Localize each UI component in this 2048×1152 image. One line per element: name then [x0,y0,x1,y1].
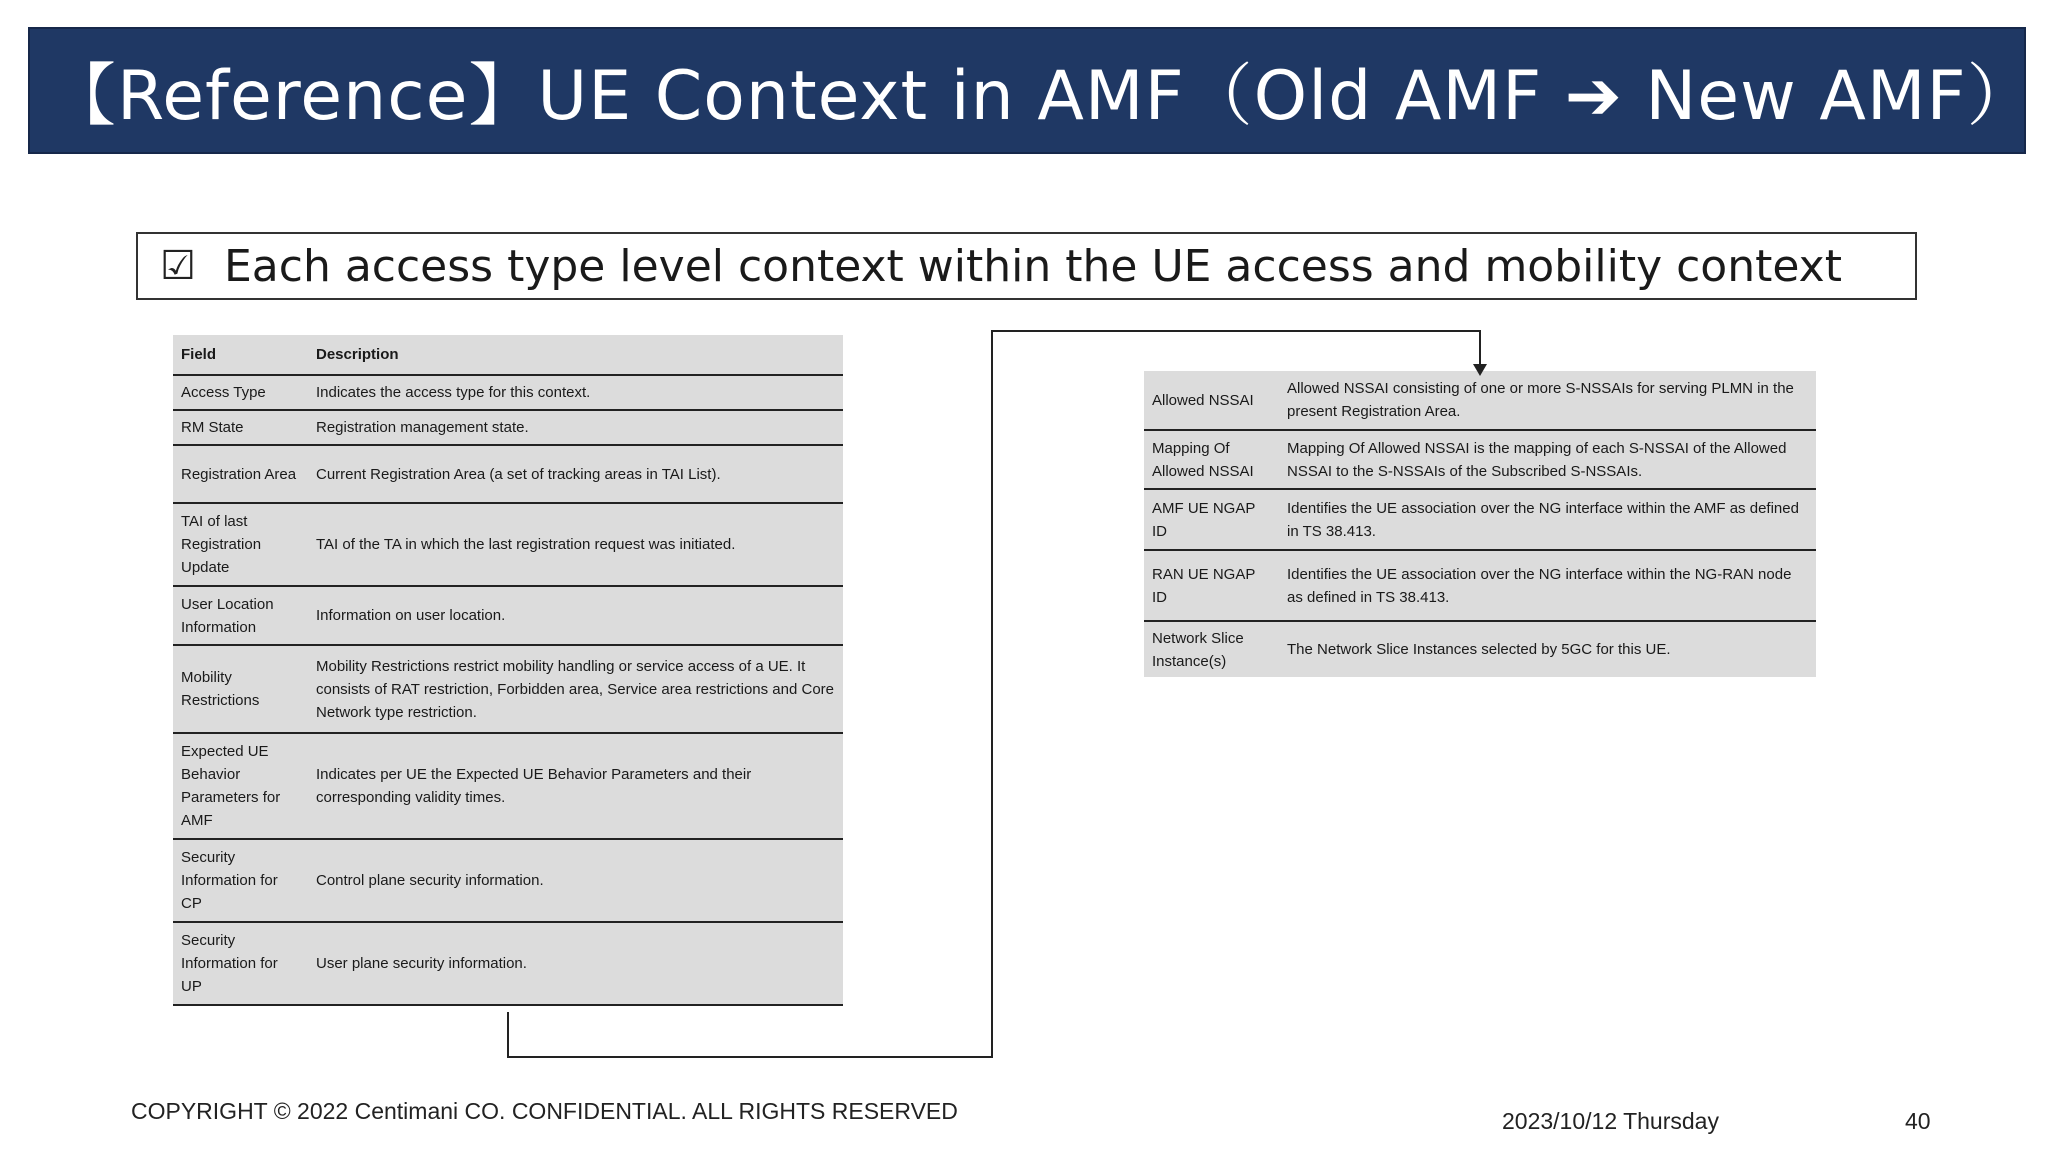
field-cell: AMF UE NGAP ID [1144,489,1279,550]
table-row [1144,430,1816,489]
field-cell: Registration Area [173,445,308,503]
description-cell: TAI of the TA in which the last registration request was initiated. [308,503,843,586]
table-row [173,503,843,586]
table-row [173,733,843,839]
description-cell: Indicates per UE the Expected UE Behavior Parameters and their corresponding validity times. [308,733,843,839]
description-cell: Information on user location. [308,586,843,645]
table-row [1144,550,1816,621]
description-cell: Indicates the access type for this context. [308,375,843,410]
description-cell: Mobility Restrictions restrict mobility handling or service access of a UE. It consists of RAT restriction, Forbidden area, Service area restrictions and Core Network type restriction. [308,645,843,733]
continued-context-table [1144,371,1816,677]
table-row [173,839,843,922]
table-row [173,586,843,645]
title-bar [28,27,2036,154]
subtitle-box [136,232,1917,300]
field-cell: Security Information for CP [173,839,308,922]
table-row [1144,489,1816,550]
field-cell: Allowed NSSAI [1144,371,1279,430]
description-cell: Identifies the UE association over the NG interface within the NG-RAN node as defined in TS 38.413. [1279,550,1816,621]
description-cell: Allowed NSSAI consisting of one or more S-NSSAIs for serving PLMN in the present Registration Area. [1279,371,1816,430]
table-row [173,922,843,1005]
table-row [1144,371,1816,430]
field-cell: Security Information for UP [173,922,308,1005]
field-cell: Expected UE Behavior Parameters for AMF [173,733,308,839]
header-field: Field [173,335,308,375]
field-cell: Mapping Of Allowed NSSAI [1144,430,1279,489]
description-cell: User plane security information. [308,922,843,1005]
table-header-row [173,335,843,375]
slide-title: 【Reference】UE Context in AMF（Old AMF ➔ New AMF） [48,57,2036,136]
description-cell: The Network Slice Instances selected by 5GC for this UE. [1287,641,1671,658]
access-context-table [173,335,843,1006]
field-cell: RM State [173,410,308,445]
checkbox-icon: ☑ [160,243,196,289]
table-row [173,375,843,410]
table-row [173,410,843,445]
table-row [1144,621,1816,677]
description-cell: Mapping Of Allowed NSSAI is the mapping of each S-NSSAI of the Allowed NSSAI to the S-NSSAIs of the Subscribed S-NSSAIs. [1279,430,1816,489]
field-cell: RAN UE NGAP ID [1144,550,1279,621]
description-cell: Control plane security information. [308,839,843,922]
footer-date: 2023/10/12 Thursday [1502,1108,1719,1134]
table-row [173,445,843,503]
field-cell: Network Slice Instance(s) [1152,629,1244,670]
table-row [173,645,843,733]
description-cell: Identifies the UE association over the NG interface within the AMF as defined in TS 38.413. [1279,489,1816,550]
description-cell: Current Registration Area (a set of tracking areas in TAI List). [308,445,843,503]
slide-subtitle: Each access type level context within the UE access and mobility context [224,240,1842,292]
field-cell: User Location Information [173,586,308,645]
description-cell: Registration management state. [308,410,843,445]
field-cell: Mobility Restrictions [173,645,308,733]
field-cell: TAI of last Registration Update [173,503,308,586]
header-description: Description [308,335,843,375]
field-cell: Access Type [173,375,308,410]
footer-copyright: COPYRIGHT © 2022 Centimani CO. CONFIDENTIAL. ALL RIGHTS RESERVED [131,1098,958,1124]
page-number: 40 [1905,1108,1931,1134]
